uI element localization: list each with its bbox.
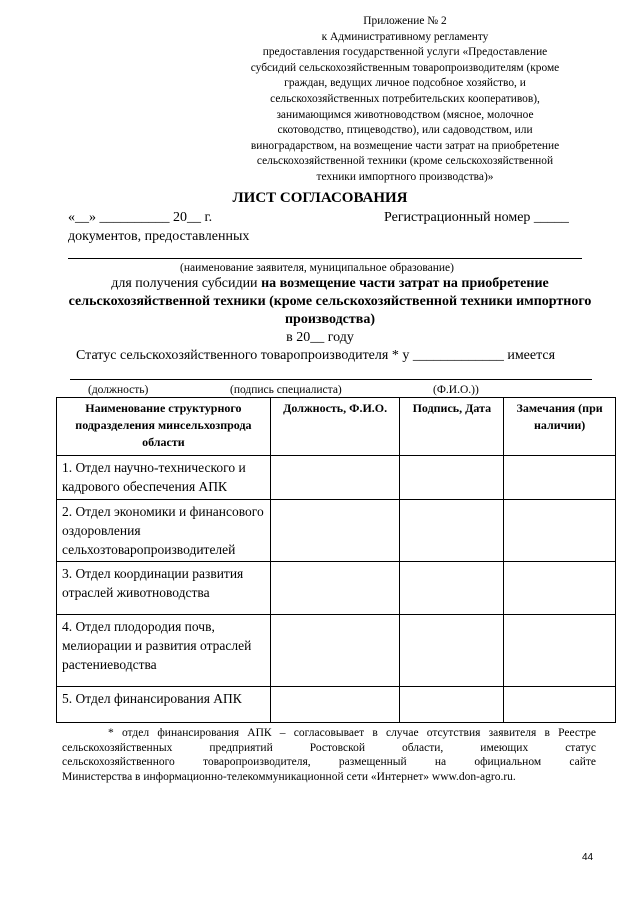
date-line: «__» __________ 20__ г. — [68, 210, 213, 225]
documents-line: документов, предоставленных — [68, 229, 250, 244]
caption-position: (должность) — [88, 384, 149, 396]
signature-cell[interactable] — [400, 687, 504, 723]
appendix-line: скотоводство, птицеводство), или садоводством, или — [277, 124, 533, 137]
signature-cell[interactable] — [400, 615, 504, 687]
applicant-caption: (наименование заявителя, муниципальное образование) — [180, 262, 454, 274]
department-cell: 5. Отдел финансирования АПК — [57, 687, 271, 723]
caption-full-name: (Ф.И.О.)) — [433, 384, 479, 396]
department-cell: 4. Отдел плодородия почв, мелиорации и развития отраслей растениеводства — [57, 615, 271, 687]
footnote — [62, 726, 596, 784]
header-remarks: Замечания (при наличии) — [504, 398, 616, 456]
status-line: Статус сельскохозяйственного товаропроизводителя * у _____________ имеется — [76, 348, 556, 363]
remarks-cell[interactable] — [504, 562, 616, 615]
footnote-line: сельскохозяйственных предприятий Ростовской области, имеющих статус — [62, 741, 596, 754]
footnote-line: Министерства в информационно-телекоммуникационной сети «Интернет» www.don-agro.ru. — [62, 770, 516, 783]
signature-cell[interactable] — [400, 500, 504, 562]
appendix-line: субсидий сельскохозяйственным товаропроизводителям (кроме — [250, 61, 560, 74]
footnote-line: * отдел финансирования АПК – согласовывает в случае отсутствия заявителя в Реестре — [108, 727, 596, 739]
remarks-cell[interactable] — [504, 456, 616, 500]
table-row — [57, 687, 616, 723]
appendix-line: занимающимся животноводством (мясное, молочное — [276, 108, 534, 121]
header-department: Наименование структурного подразделения минсельхозпрода области — [57, 398, 271, 456]
appendix-line: предоставления государственной услуги «Предоставление — [262, 46, 548, 59]
appendix-line: сельскохозяйственных потребительских кооперативов), — [270, 92, 540, 105]
registration-number-line: Регистрационный номер _____ — [384, 210, 569, 225]
remarks-cell[interactable] — [504, 687, 616, 723]
caption-signature: (подпись специалиста) — [230, 384, 342, 396]
department-cell: 2. Отдел экономики и финансового оздоровления сельхозтоваропроизводителей — [57, 500, 271, 562]
signature-cell[interactable] — [400, 456, 504, 500]
appendix-line: граждан, ведущих личное подсобное хозяйство, и — [284, 77, 526, 90]
position-cell[interactable] — [270, 687, 400, 723]
appendix-line: техники импортного производства)» — [316, 170, 494, 183]
position-cell[interactable] — [270, 615, 400, 687]
remarks-cell[interactable] — [504, 615, 616, 687]
header-position-name: Должность, Ф.И.О. — [270, 398, 400, 456]
department-cell: 3. Отдел координации развития отраслей животноводства — [57, 562, 271, 615]
page-number: 44 — [582, 852, 594, 863]
position-cell[interactable] — [270, 500, 400, 562]
appendix-line: Приложение № 2 — [363, 15, 447, 27]
table-header-row — [57, 398, 616, 456]
table-row — [57, 615, 616, 687]
appendix-line: виноградарством, на возмещение части затрат на приобретение — [250, 139, 560, 152]
position-cell[interactable] — [270, 456, 400, 500]
year-line: в 20__ году — [286, 330, 354, 345]
purpose-text — [60, 275, 600, 329]
header-signature-date: Подпись, Дата — [400, 398, 504, 456]
department-cell: 1. Отдел научно-технического и кадрового обеспечения АПК — [57, 456, 271, 500]
purpose-bold: на возмещение части затрат на приобретение сельскохозяйственной техники (кроме сельскохозяйственной техники импортного производства) — [68, 276, 592, 327]
appendix-line: к Административному регламенту — [321, 30, 489, 43]
applicant-underline — [68, 258, 582, 259]
signature-underline — [70, 379, 592, 380]
purpose-plain: для получения субсидии — [111, 276, 262, 291]
position-cell[interactable] — [270, 562, 400, 615]
appendix-line: сельскохозяйственной техники (кроме сельскохозяйственной — [256, 155, 554, 168]
signature-cell[interactable] — [400, 562, 504, 615]
document-title: ЛИСТ СОГЛАСОВАНИЯ — [232, 190, 408, 206]
footnote-line: сельскохозяйственного товаропроизводителя, размещенный на официальном сайте — [62, 756, 596, 768]
remarks-cell[interactable] — [504, 500, 616, 562]
appendix-header — [220, 14, 590, 186]
table-row — [57, 456, 616, 500]
table-row — [57, 562, 616, 615]
approval-table — [56, 397, 616, 723]
table-row — [57, 500, 616, 562]
